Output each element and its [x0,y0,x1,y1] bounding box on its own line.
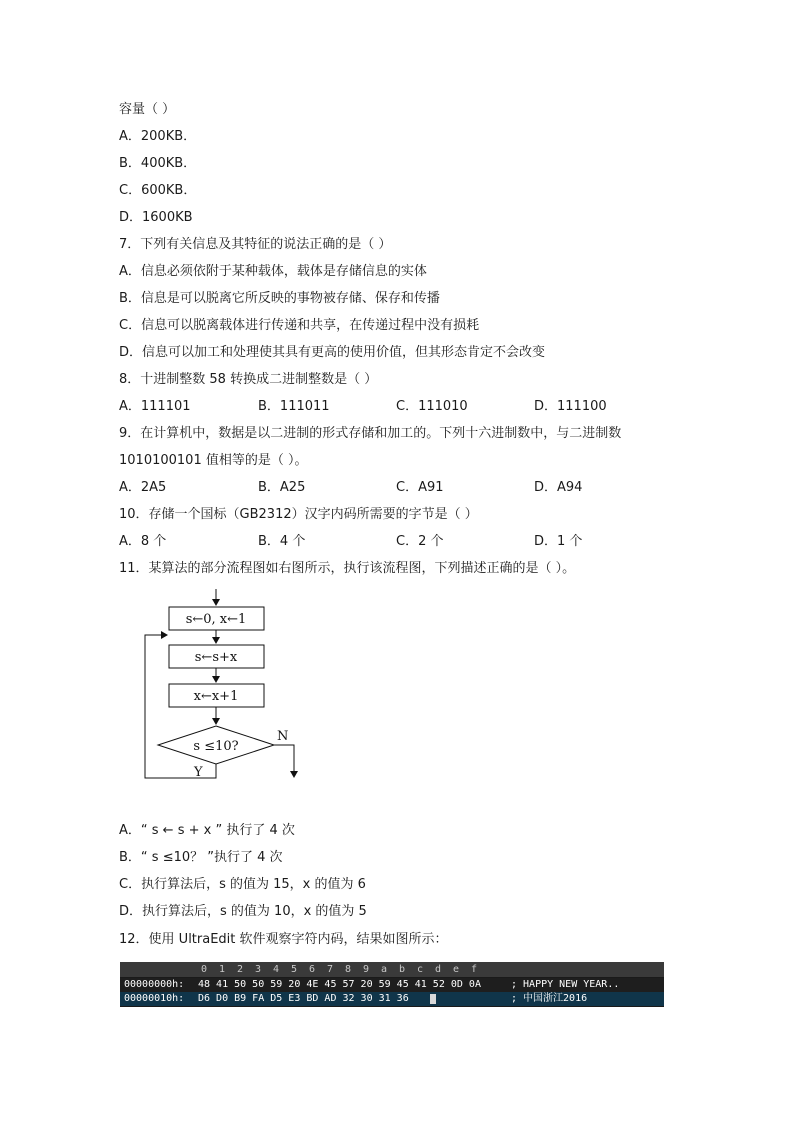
q9-option-c: C．A91 [396,480,444,495]
q6-option-b: B．400KB． [119,156,197,171]
ruler-col: 1 [219,964,226,975]
q8-stem: 8．十进制整数 58 转换成二进制整数是（ ） [119,372,378,387]
q10-option-a: A．8 个 [119,534,167,549]
q7-option-c: C．信息可以脱离载体进行传递和共享，在传递过程中没有损耗 [119,318,480,333]
ruler-col: 5 [291,964,298,975]
increment-box-label: x←x+1 [193,689,239,704]
q6-option-a: A．200KB． [119,129,197,144]
q8-option-d: D．111100 [534,399,607,414]
hex-row-bytes: 48 41 50 50 59 20 4E 45 57 20 59 45 41 52 0D 0A [198,979,481,990]
q6-option-c: C．600KB． [119,183,197,198]
ruler-col: a [381,964,388,975]
q11-option-a: A．“ s ← s + x ” 执行了 4 次 [119,823,295,838]
q11-option-b: B．“ s ≤10？ ”执行了 4 次 [119,850,283,865]
q8-option-a: A．111101 [119,399,191,414]
ruler-col: f [471,964,478,975]
hex-row [120,992,664,1006]
hex-column-ruler [120,962,664,977]
flowchart-diagram [138,585,318,790]
text-cursor [430,994,436,1004]
q8-option-b: B．111011 [258,399,330,414]
ruler-col: d [435,964,442,975]
q11-option-d: D．执行算法后，s 的值为 10，x 的值为 5 [119,904,367,919]
no-branch-label: N [277,729,289,744]
init-box-label: s←0, x←1 [185,612,247,627]
ruler-col: 3 [255,964,262,975]
q9-stem-line2: 1010100101 值相等的是（ ）。 [119,453,308,468]
ruler-col: b [399,964,406,975]
q7-stem: 7．下列有关信息及其特征的说法正确的是（ ） [119,237,392,252]
q10-stem: 10．存储一个国标（GB2312）汉字内码所需要的字节是（ ） [119,507,478,522]
q6-tail: 容量（ ） [119,102,176,117]
q7-option-d: D．信息可以加工和处理使其具有更高的使用价值，但其形态肯定不会改变 [119,345,546,360]
q8-option-c: C．111010 [396,399,468,414]
ruler-col: 7 [327,964,334,975]
sum-box-label: s←s+x [194,650,238,665]
q9-option-b: B．A25 [258,480,306,495]
no-branch-arrow [274,745,294,777]
q6-option-d: D．1600KB [119,210,193,225]
hex-row-text: ; 中国浙江2016 [511,993,588,1004]
ruler-col: 6 [309,964,316,975]
decision-label: s ≤10? [193,739,239,754]
ruler-col: c [417,964,424,975]
hex-row-address: 00000000h: [124,979,185,990]
q10-option-d: D．1 个 [534,534,583,549]
q11-stem: 11．某算法的部分流程图如右图所示，执行该流程图，下列描述正确的是（ ）。 [119,561,576,576]
ruler-col: 4 [273,964,280,975]
q12-stem: 12．使用 UltraEdit 软件观察字符内码，结果如图所示： [119,932,448,947]
q9-option-a: A．2A5 [119,480,167,495]
q9-stem-line1: 9．在计算机中，数据是以二进制的形式存储和加工的。下列十六进制数中，与二进制数 [119,426,622,441]
q11-option-c: C．执行算法后，s 的值为 15，x 的值为 6 [119,877,366,892]
hex-row-bytes: D6 D0 B9 FA D5 E3 BD AD 32 30 31 36 [198,993,409,1004]
q9-option-d: D．A94 [534,480,583,495]
ruler-col: e [453,964,460,975]
ruler-col: 2 [237,964,244,975]
hex-row-address: 00000010h: [124,993,185,1004]
q10-option-c: C．2 个 [396,534,444,549]
hex-row-text: ; HAPPY NEW YEAR.. [511,979,620,990]
hex-row [120,978,664,992]
q10-option-b: B．4 个 [258,534,306,549]
hex-editor-view [120,962,664,1007]
ruler-col: 8 [345,964,352,975]
ruler-col: 9 [363,964,370,975]
yes-branch-label: Y [194,765,203,780]
q7-option-b: B．信息是可以脱离它所反映的事物被存储、保存和传播 [119,291,440,306]
ruler-col: 0 [201,964,208,975]
q7-option-a: A．信息必须依附于某种载体，载体是存储信息的实体 [119,264,427,279]
